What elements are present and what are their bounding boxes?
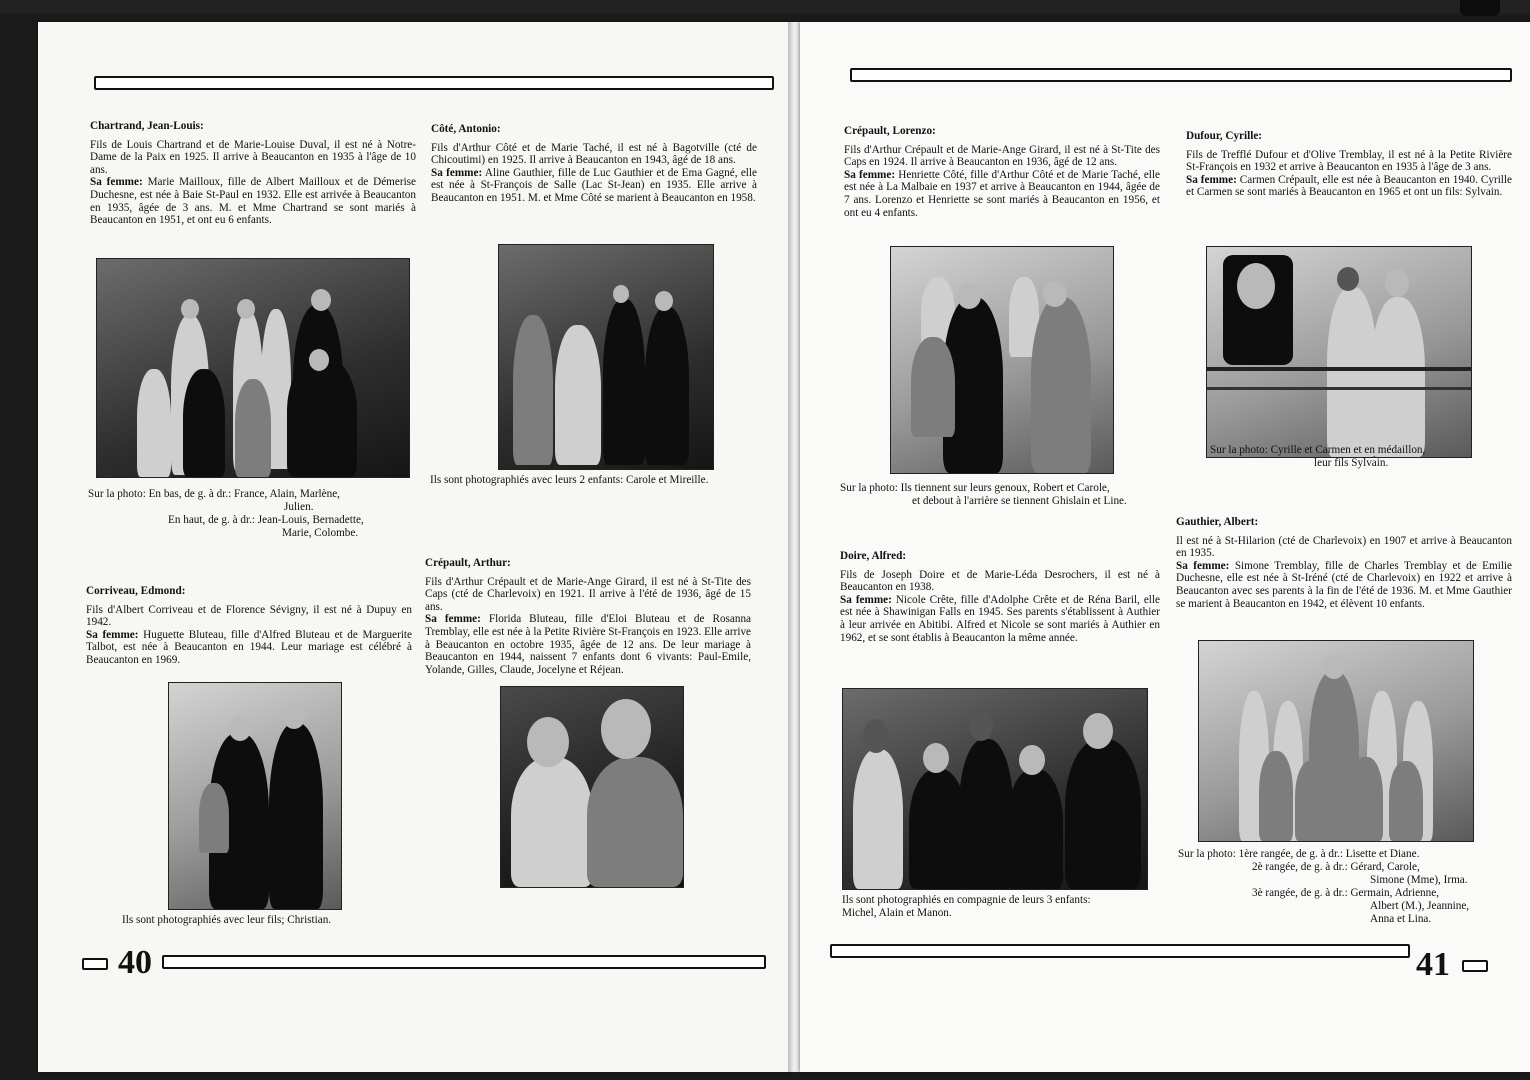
page-number-cap <box>1462 960 1488 972</box>
caption-line: Michel, Alain et Manon. <box>842 907 952 919</box>
photo-chartrand-family <box>96 258 410 478</box>
caption-line: En haut, de g. à dr.: Jean-Louis, Bernadette, <box>168 514 364 526</box>
entry-title: Crépault, Arthur: <box>425 557 511 569</box>
wife-text: Florida Bluteau, fille d'Eloi Bluteau et de Rosanna Tremblay, elle est née à la Petite Rivière St-François en 1923. Elle arrive à Beaucanton en octobre 1935, âgée de 12 ans. De leur mariage à Beaucanton en 1944, naissent 7 enfants dont 6 vivants: Paul-Emile, Yolande, Gilles, Claude, Jocelyne et Réjean. <box>425 613 752 676</box>
wife-label: Sa femme: <box>1186 173 1237 186</box>
caption-gauthier <box>1178 848 1508 926</box>
wife-label: Sa femme: <box>86 628 139 641</box>
entry-intro: Fils de Joseph Doire et de Marie-Léda Desrochers, il est né à Beaucanton en 1938. <box>840 568 1160 594</box>
caption-line: Ils sont photographiés avec leurs 2 enfants: Carole et Mireille. <box>430 474 709 486</box>
entry-title: Dufour, Cyrille: <box>1186 130 1263 142</box>
entry-corriveau <box>86 585 412 667</box>
caption-line: Ils sont photographiés en compagnie de leurs 3 enfants: <box>842 894 1091 906</box>
entry-gauthier <box>1176 516 1512 610</box>
photo-crepault-lorenzo-family <box>890 246 1114 474</box>
caption-line: Ils sont photographiés avec leur fils; Christian. <box>122 914 332 926</box>
entry-chartrand <box>90 120 416 227</box>
caption-line: Sur la photo: Cyrille et Carmen et en médaillon, <box>1210 444 1426 456</box>
caption-crepault-lorenzo <box>840 482 1170 508</box>
entry-intro: Fils d'Arthur Crépault et de Marie-Ange Girard, il est né à St-Tite des Caps en 1924. Il arrive à Beaucanton en 1936, âgé de 12 ans. <box>844 143 1160 169</box>
caption-corriveau <box>122 914 422 927</box>
entry-intro: Fils d'Arthur Côté et de Marie Taché, il est né à Bagotville (cté de Chicoutimi) en 1925. Il arrive à Beaucanton en 1943, âgé de 18 ans. <box>431 141 757 167</box>
top-rule <box>850 68 1512 82</box>
caption-cote <box>430 474 770 487</box>
entry-intro: Fils de Trefflé Dufour et d'Olive Tremblay, il est né à la Petite Rivière St-François en 1932 et arrive à Beaucanton en 1935 à l'âge de 3 ans. <box>1186 148 1512 174</box>
wife-label: Sa femme: <box>844 168 896 181</box>
wife-text: Henriette Côté, fille d'Arthur Côté et de Marie Taché, elle est née à La Malbaie en 1937 et arrive à Beaucanton en 1944, âgée de 7 ans. Lorenzo et Henriette se sont mariés à Beaucanton en 1956, et ont eu 4 enfants. <box>844 168 1160 219</box>
entry-intro: Fils d'Albert Corriveau et de Florence Sévigny, il est né à Dupuy en 1942. <box>86 603 412 629</box>
photo-dufour-family <box>1206 246 1472 458</box>
wife-label: Sa femme: <box>90 176 143 189</box>
wife-text: Carmen Crépault, elle est née à Beaucanton en 1940. Cyrille et Carmen se sont mariés à Beaucanton en 1965 et ont un fils: Sylvain. <box>1186 173 1512 199</box>
wife-label: Sa femme: <box>1176 559 1230 572</box>
caption-line: Marie, Colombe. <box>282 527 359 539</box>
page-number-cap <box>82 958 108 970</box>
left-page <box>38 22 790 1072</box>
entry-crepault-arthur <box>425 557 751 676</box>
page-number: 40 <box>118 944 152 981</box>
entry-doire <box>840 550 1160 644</box>
caption-line: 3è rangée, de g. à dr.: Germain, Adrienne, <box>1252 887 1440 899</box>
entry-title: Gauthier, Albert: <box>1176 516 1259 528</box>
wife-text: Huguette Bluteau, fille d'Alfred Bluteau et de Marguerite Talbot, est née à Beaucanton en 1944. Leur mariage est célébré à Beaucanton en 1969. <box>86 628 413 666</box>
photo-gauthier-family <box>1198 640 1474 842</box>
wife-label: Sa femme: <box>431 166 483 179</box>
entry-title: Côté, Antonio: <box>431 123 501 135</box>
page-number: 41 <box>1416 946 1450 983</box>
caption-line: et debout à l'arrière se tiennent Ghislain et Line. <box>912 495 1127 507</box>
caption-line: leur fils Sylvain. <box>1314 457 1389 469</box>
entry-crepault-lorenzo <box>844 125 1160 219</box>
caption-line: Sur la photo: En bas, de g. à dr.: France, Alain, Marlène, <box>88 488 340 500</box>
right-page <box>800 22 1530 1072</box>
entry-title: Corriveau, Edmond: <box>86 585 186 597</box>
scan-top-edge <box>0 0 1530 14</box>
caption-dufour <box>1210 444 1480 470</box>
caption-line: Simone (Mme), Irma. <box>1370 874 1468 886</box>
caption-chartrand <box>88 488 418 540</box>
entry-intro: Fils de Louis Chartrand et de Marie-Louise Duval, il est né à Notre-Dame de la Paix en 1925. Il arrive à Beaucanton en 1935 à l'âge de 10 ans. <box>90 138 416 176</box>
photo-cote-family <box>498 244 714 470</box>
caption-doire <box>842 894 1172 920</box>
wife-text: Marie Mailloux, fille de Albert Mailloux et de Démerise Duchesne, est née à Baie St-Paul en 1932. Elle est arrivée à Beaucanton en 1935, âgée de 3 ans. M. et Mme Chartrand se sont mariés à Beaucanton en 1951, et ont eu 6 enfants. <box>90 176 416 227</box>
caption-line: Albert (M.), Jeannine, <box>1370 900 1470 912</box>
wife-text: Nicole Crête, fille d'Adolphe Crête et de Réna Baril, elle est née à Shawinigan Falls en 1945. Ses parents s'établissent à Authier à leur arrivée en Abitibi. Alfred et Nicole se sont mariés à Authier en 1962, et se sont établis à Beaucanton la même année. <box>840 593 1160 644</box>
entry-title: Chartrand, Jean-Louis: <box>90 120 204 132</box>
caption-line: Julien. <box>284 501 314 513</box>
photo-crepault-arthur-couple <box>500 686 684 888</box>
wife-text: Aline Gauthier, fille de Luc Gauthier et de Ema Gagné, elle est née à St-François de Salle (Lac St-Jean) en 1935. Elle arrive à Beaucanton en 1951. M. et Mme Côté se marient à Beaucanton en 1958. <box>431 166 757 204</box>
wife-text: Simone Tremblay, fille de Charles Tremblay et de Emilie Duchesne, elle est née à St-Iréné (cté de Charlevoix) en 1922 et arrive à Beaucanton avec ses parents à la fin de l'été de 1936. M. et Mme Gauthier se marient à Beaucanton en 1942, et élèvent 10 enfants. <box>1176 559 1513 610</box>
caption-line: Sur la photo: Ils tiennent sur leurs genoux, Robert et Carole, <box>840 482 1110 494</box>
top-rule <box>94 76 774 90</box>
entry-intro: Fils d'Arthur Crépault et de Marie-Ange Girard, il est né à St-Tite des Caps (cté de Charlevoix) en 1921. Il arrive à l'été de 1936, âgé de 15 ans. <box>425 575 751 613</box>
wife-label: Sa femme: <box>425 613 481 626</box>
binder-clip <box>1460 0 1500 16</box>
wife-label: Sa femme: <box>840 593 892 606</box>
entry-title: Crépault, Lorenzo: <box>844 125 936 137</box>
caption-line: Sur la photo: 1ère rangée, de g. à dr.: Lisette et Diane. <box>1178 848 1420 860</box>
entry-cote <box>431 123 757 205</box>
bottom-rule <box>830 944 1410 958</box>
photo-corriveau-family <box>168 682 342 910</box>
entry-title: Doire, Alfred: <box>840 550 907 562</box>
entry-intro: Il est né à St-Hilarion (cté de Charlevoix) en 1907 et arrive à Beaucanton en 1935. <box>1176 534 1512 560</box>
bottom-rule <box>162 955 766 969</box>
caption-line: 2è rangée, de g. à dr.: Gérard, Carole, <box>1252 861 1420 873</box>
photo-doire-family <box>842 688 1148 890</box>
caption-line: Anna et Lina. <box>1370 913 1432 925</box>
entry-dufour <box>1186 130 1512 199</box>
